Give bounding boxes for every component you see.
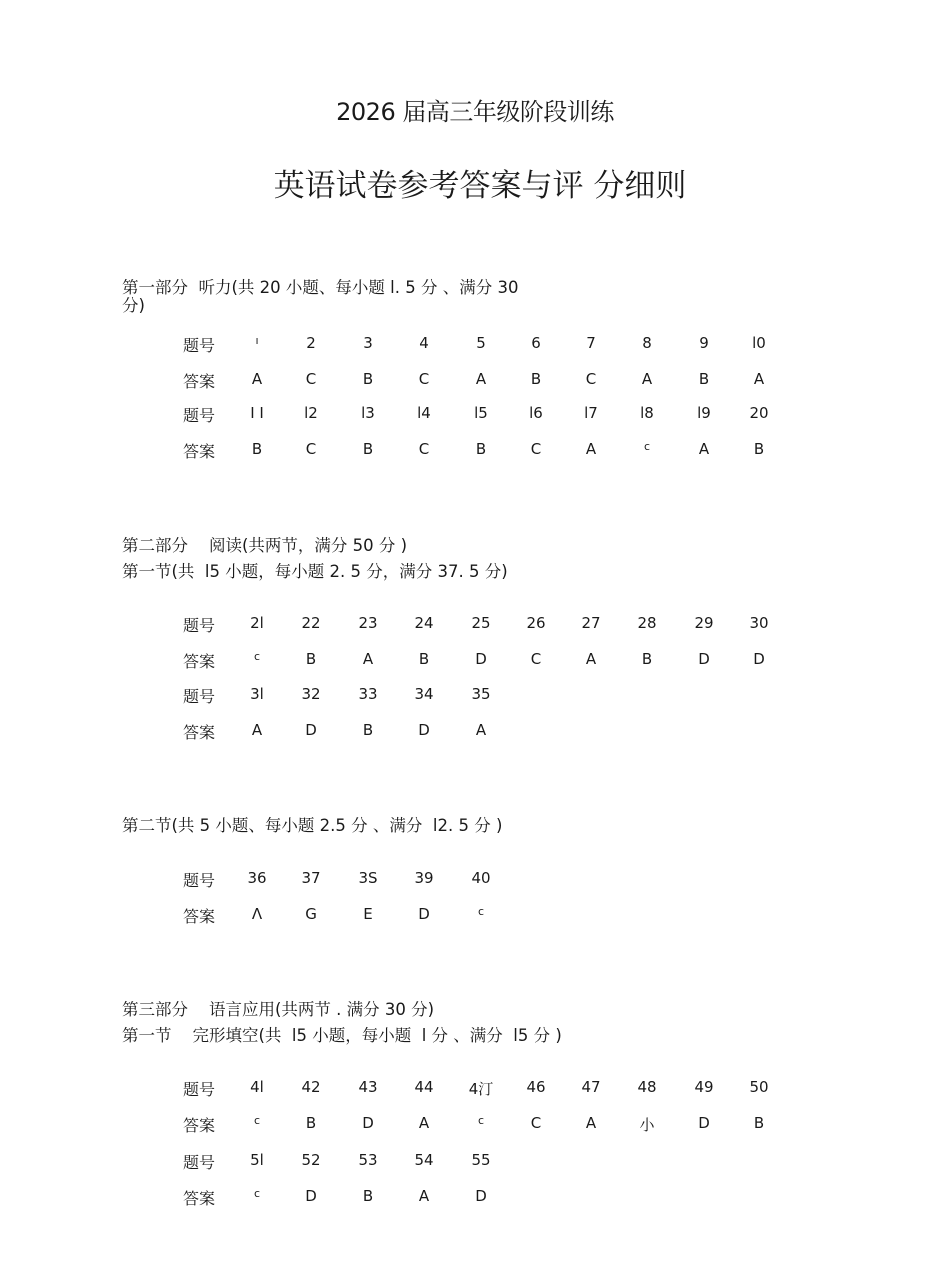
answer-value: c [253,650,261,663]
answer-value: B [530,370,542,388]
question-number-label: 题号 [183,687,216,706]
question-number: 28 [637,614,657,632]
question-number: 46 [526,1078,546,1096]
question-number: 30 [749,614,769,632]
answer-value: A [641,370,653,388]
question-number: 55 [471,1151,491,1169]
answer-label: 答案 [183,1189,216,1208]
answer-label: 答案 [183,907,216,926]
answer-value: A [585,1114,597,1132]
answer-value: A [251,370,263,388]
answer-value: A [475,370,487,388]
answer-value: G [305,905,317,923]
question-number: l3 [361,404,375,422]
part2-heading: 第二部分 阅读(共两节，满分 50 分 ) [122,536,408,555]
answer-value: c [477,1114,485,1127]
answer-value: B [418,650,430,668]
question-number: 54 [414,1151,434,1169]
answer-value: A [362,650,374,668]
question-number: 26 [526,614,546,632]
question-number: 2l [250,614,264,632]
question-number-label: 题号 [183,1153,216,1172]
answer-value: A [698,440,710,458]
part3-section1-heading: 第一节 完形填空(共 l5 小题，每小题 l 分 、满分 l5 分 ) [122,1026,562,1045]
answer-value: D [305,1187,317,1205]
answer-value: D [475,650,487,668]
answer-value: c [253,1114,261,1127]
question-number: 2 [306,334,316,352]
question-number: l7 [584,404,598,422]
answer-label: 答案 [183,372,216,391]
answer-value: D [698,1114,710,1132]
answer-value: B [362,721,374,739]
part2-section2-heading: 第二节(共 5 小题、每小题 2.5 分 、满分 l2. 5 分 ) [122,816,503,835]
question-number: 53 [358,1151,378,1169]
question-number: 5 [476,334,486,352]
answer-value: D [753,650,765,668]
answer-value: D [418,905,430,923]
answer-value: B [305,650,317,668]
document-subtitle: 2026 届高三年级阶段训练 [336,98,614,126]
question-number: 42 [301,1078,321,1096]
question-number: 35 [471,685,491,703]
question-number: 23 [358,614,378,632]
answer-value: C [530,440,542,458]
answer-label: 答案 [183,723,216,742]
answer-label: 答案 [183,1116,216,1135]
document-title: 英语试卷参考答案与评 分细则 [273,168,687,204]
question-number: l5 [474,404,488,422]
answer-value: D [698,650,710,668]
answer-value: A [418,1187,430,1205]
answer-value: A [585,440,597,458]
question-number: 47 [581,1078,601,1096]
answer-value: B [362,370,374,388]
question-number: l2 [304,404,318,422]
answer-value: B [698,370,710,388]
answer-value: B [641,650,653,668]
part3-heading: 第三部分 语言应用(共两节 . 满分 30 分) [122,1000,435,1019]
answer-value: D [362,1114,374,1132]
question-number: 52 [301,1151,321,1169]
answer-value: C [305,440,317,458]
question-number: l9 [697,404,711,422]
answer-value: E [363,905,373,923]
question-number: 33 [358,685,378,703]
answer-value: A [585,650,597,668]
question-number: 27 [581,614,601,632]
question-number: 50 [749,1078,769,1096]
answer-value: B [475,440,487,458]
question-number-label: 题号 [183,616,216,635]
answer-value: D [475,1187,487,1205]
question-number-label: 题号 [183,336,216,355]
answer-value: A [251,721,263,739]
question-number: 37 [301,869,321,887]
answer-label: 答案 [183,652,216,671]
question-number: 32 [301,685,321,703]
question-number: 25 [471,614,491,632]
question-number: 6 [531,334,541,352]
question-number: 22 [301,614,321,632]
answer-value: C [418,440,430,458]
question-number: 9 [699,334,709,352]
question-number: 3S [358,869,378,887]
answer-value: 小 [639,1116,655,1134]
question-number: l0 [752,334,766,352]
answer-value: C [418,370,430,388]
answer-value: C [585,370,597,388]
answer-value: D [418,721,430,739]
answer-value: D [305,721,317,739]
question-number: l4 [417,404,431,422]
answer-value: B [251,440,263,458]
answer-value: A [418,1114,430,1132]
question-number: 34 [414,685,434,703]
question-number: 39 [414,869,434,887]
question-number: l8 [640,404,654,422]
question-number: 29 [694,614,714,632]
question-number: 20 [749,404,769,422]
part2-section1-heading: 第一节(共 l5 小题，每小题 2. 5 分，满分 37. 5 分) [122,562,508,581]
question-number: 4汀 [468,1080,494,1098]
answer-value: A [475,721,487,739]
answer-value: C [305,370,317,388]
answer-value: B [753,440,765,458]
answer-value: B [753,1114,765,1132]
question-number: 36 [247,869,267,887]
answer-value: A [753,370,765,388]
answer-value: c [253,1187,261,1200]
answer-value: B [305,1114,317,1132]
question-number: 43 [358,1078,378,1096]
answer-value: B [362,1187,374,1205]
question-number: 8 [642,334,652,352]
question-number: 40 [471,869,491,887]
question-number: I I [250,404,264,422]
question-number: ı [255,334,259,347]
question-number: 4 [419,334,429,352]
question-number: 49 [694,1078,714,1096]
question-number-label: 题号 [183,406,216,425]
answer-value: B [362,440,374,458]
answer-value: C [530,1114,542,1132]
question-number-label: 题号 [183,871,216,890]
answer-label: 答案 [183,442,216,461]
question-number-label: 题号 [183,1080,216,1099]
part1-heading: 第一部分 听力(共 20 小题、每小题 l. 5 分 、满分 30 分) [122,278,519,315]
question-number: 44 [414,1078,434,1096]
question-number: l6 [529,404,543,422]
question-number: 3l [250,685,264,703]
answer-value: c [643,440,651,453]
question-number: 7 [586,334,596,352]
answer-value: Λ [251,905,263,923]
question-number: 4l [250,1078,264,1096]
question-number: 48 [637,1078,657,1096]
question-number: 24 [414,614,434,632]
question-number: 3 [363,334,373,352]
answer-value: C [530,650,542,668]
answer-value: c [477,905,485,918]
question-number: 5l [250,1151,264,1169]
